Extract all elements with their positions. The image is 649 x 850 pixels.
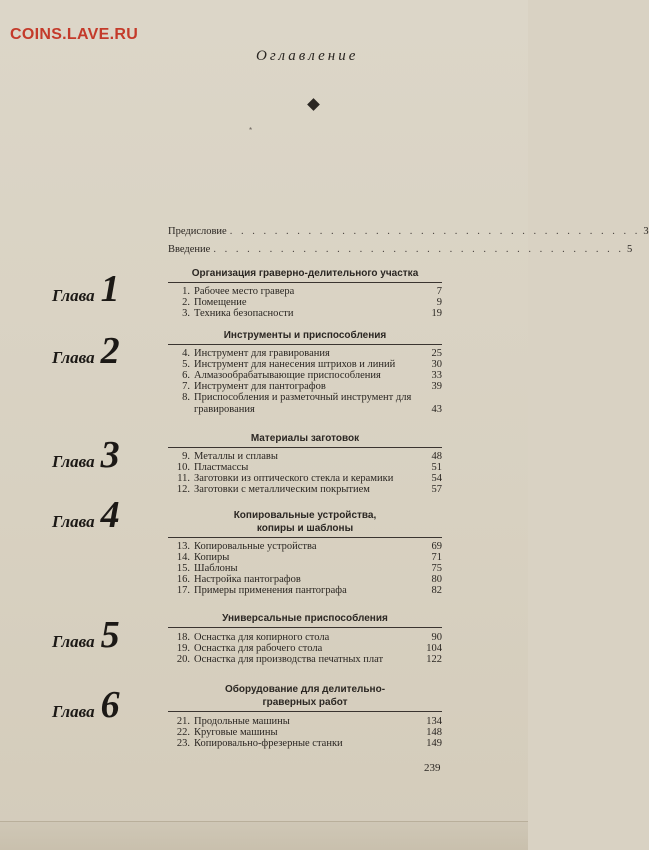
entry-title: Инструмент для нанесения штрихов и линий [194,359,396,370]
chapter-number: 3 [100,434,120,476]
dot-ornament-icon: * [249,126,253,135]
entry-title: Оснастка для производства печатных плат [194,654,384,665]
section-rule [168,447,442,448]
entry-title: Инструмент для пантографов [194,381,326,392]
entry-page: 19 [431,308,442,319]
chapter-number: 5 [100,614,120,656]
chapter-word: Глава [52,348,95,367]
entry-number: 3. [182,308,190,319]
diamond-ornament-icon [307,98,320,111]
entry-number: 1. [182,286,190,297]
section-heading-3: Материалы заготовок [250,433,360,444]
entry-page: 71 [431,552,442,563]
chapter-label-5 [52,614,120,656]
entry-number: 14. [176,552,190,563]
page-bottom-edge [0,821,528,850]
entry-title: Рабочее место гравера [194,286,295,297]
entry-number: 11. [177,473,190,484]
leader-dots: . . . . . . . . . . . . . . . . . . . . . . . . . . . . . . . . . . . . . [213,244,624,255]
entry-number: 15. [176,563,190,574]
section-rule [168,711,442,712]
entry-page: 148 [426,727,442,738]
section-heading-2: Инструменты и приспособления [223,330,387,341]
section-rule [168,282,442,283]
entry-title: Техника безопасности [194,308,294,319]
toc-intro-title: Предисловие [168,226,227,237]
chapter-label-4 [52,494,120,536]
toc-entry [168,585,442,597]
entry-page: 149 [426,738,442,749]
entry-title: Пластмассы [194,462,249,473]
toc-intro-page: 5 [626,244,633,255]
entry-number: 9. [182,451,190,462]
entry-number: 12. [176,484,190,495]
entry-page: 43 [431,404,442,415]
section-heading-6: Оборудование для делительно-граверных работ [224,684,386,708]
entry-number: 2. [182,297,190,308]
entry-page: 80 [431,574,442,585]
entry-page: 122 [426,654,442,665]
toc-intro-page: 3 [643,226,649,237]
entry-number: 6. [182,370,190,381]
section-rule [168,627,442,628]
chapter-word: Глава [52,452,95,471]
page-number: 239 [424,762,441,774]
entry-number: 17. [176,585,190,596]
section-heading-4: Копировальные устройства, копиры и шаблоны [233,510,377,534]
entry-page: 48 [431,451,442,462]
entry-number: 16. [176,574,190,585]
section-rule [168,537,442,538]
entry-title: Шаблоны [194,563,238,574]
chapter-number: 4 [100,494,120,536]
chapter-label-3 [52,434,120,476]
chapter-word: Глава [52,632,95,651]
entry-page: 134 [426,716,442,727]
entry-number: 8. [182,392,190,403]
entry-title: Помещение [194,297,247,308]
entry-page: 69 [431,541,442,552]
entry-number: 5. [182,359,190,370]
entry-title: Продольные машины [194,716,290,727]
section-heading-1: Организация граверно-делительного участка [191,268,419,279]
entry-title: Копиры [194,552,230,563]
chapter-number: 1 [100,268,120,310]
entry-title: Круговые машины [194,727,278,738]
entry-title: Заготовки из оптического стекла и керамики [194,473,394,484]
toc-entry [168,392,442,416]
toc-intro-title: Введение [168,244,211,255]
entry-title: Настройка пантографов [194,574,301,585]
entry-title: Заготовки с металлическим покрытием [194,484,370,495]
toc-entry [168,738,442,750]
toc-intro-preface [168,226,649,242]
entry-number: 23. [176,738,190,749]
chapter-label-1 [52,268,120,310]
entry-number: 18. [176,632,190,643]
entry-number: 19. [176,643,190,654]
entry-page: 30 [431,359,442,370]
entry-page: 7 [436,286,442,297]
toc-entry [168,308,442,320]
section-rule [168,344,442,345]
entry-page: 90 [431,632,442,643]
section-heading-5: Универсальные приспособления [222,613,388,624]
entry-title: Металлы и сплавы [194,451,278,462]
entry-page: 39 [431,381,442,392]
entry-title: Копировальные устройства [194,541,317,552]
entry-title: Оснастка для рабочего стола [194,643,323,654]
entry-number: 22. [176,727,190,738]
chapter-word: Глава [52,286,95,305]
entry-page: 9 [436,297,442,308]
entry-title: Примеры применения пантографа [194,585,347,596]
entry-number: 7. [182,381,190,392]
watermark-text: COINS.LAVE.RU [10,26,139,43]
toc-entry [168,654,442,666]
entry-title: Алмазообрабатывающие приспособления [194,370,381,381]
chapter-word: Глава [52,512,95,531]
chapter-label-2 [52,330,120,372]
entry-title: Оснастка для копирного стола [194,632,330,643]
toc-intro-introduction [168,244,633,260]
entry-title: Инструмент для гравирования [194,348,330,359]
entry-page: 104 [426,643,442,654]
entry-page: 25 [431,348,442,359]
entry-page: 33 [431,370,442,381]
entry-page: 75 [431,563,442,574]
entry-number: 13. [176,541,190,552]
entry-number: 21. [176,716,190,727]
entry-number: 4. [182,348,190,359]
chapter-number: 2 [100,330,120,372]
entry-page: 54 [431,473,442,484]
entry-title: Приспособления и разметочный инструмент для гравирования [194,392,412,415]
chapter-word: Глава [52,702,95,721]
toc-entry [168,484,442,496]
leader-dots: . . . . . . . . . . . . . . . . . . . . . . . . . . . . . . . . . . . . . [229,226,641,237]
entry-number: 10. [176,462,190,473]
page-title: Оглавление [256,48,359,64]
entry-title: Копировально-фрезерные станки [194,738,343,749]
entry-page: 57 [431,484,442,495]
entry-page: 82 [431,585,442,596]
chapter-label-6 [52,684,120,726]
chapter-number: 6 [100,684,120,726]
entry-page: 51 [431,462,442,473]
entry-number: 20. [176,654,190,665]
